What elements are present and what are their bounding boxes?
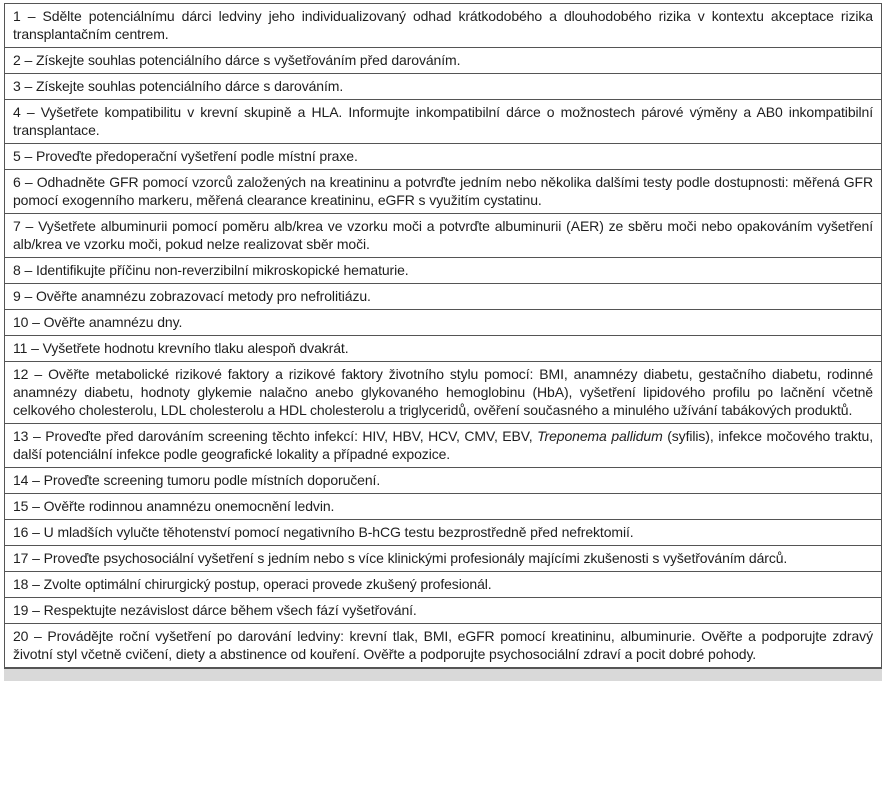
recommendation-number: 16	[13, 524, 29, 540]
recommendation-number: 9	[13, 288, 21, 304]
recommendation-text: Ověřte anamnézu dny.	[43, 314, 183, 330]
number-separator: –	[28, 576, 44, 592]
number-separator: –	[20, 288, 36, 304]
number-separator: –	[28, 550, 44, 566]
number-separator: –	[20, 218, 39, 234]
number-separator: –	[27, 340, 43, 356]
recommendation-text: Ověřte metabolické rizikové faktory a rizikové faktory životního stylu pomocí: BMI, anamnézy diabetu, gestačního diabetu, rodinné anamnézy diabetu, hodnoty glykemie nalačno anebo glykovaného hemoglobinu (HbA), vyšetření lipidového profilu po lačnění včetně celkového cholesterolu, LDL cholesterolu a HDL cholesterolu a triglyceridů, ověření současného a minulého užívání tabákových produktů.	[13, 366, 874, 418]
recommendation-number: 14	[13, 472, 29, 488]
recommendation-number: 4	[13, 104, 21, 120]
recommendation-text: Proveďte předoperační vyšetření podle místní praxe.	[35, 148, 358, 164]
recommendation-number: 19	[13, 602, 29, 618]
donor-recommendations-table	[4, 3, 882, 668]
recommendation-text: Vyšetřete hodnotu krevního tlaku alespoň dvakrát.	[42, 340, 349, 356]
recommendation-cell	[5, 214, 882, 258]
recommendation-cell	[5, 362, 882, 424]
table-row	[5, 362, 882, 424]
table-row	[5, 4, 882, 48]
recommendation-cell	[5, 546, 882, 572]
table-row	[5, 310, 882, 336]
number-separator: –	[20, 148, 36, 164]
number-separator: –	[20, 8, 43, 24]
recommendation-number: 3	[13, 78, 21, 94]
number-separator: –	[20, 174, 37, 190]
recommendation-text: Sdělte potenciálnímu dárci ledviny jeho individualizovaný odhad krátkodobého a dlouhodobého rizika v kontextu akceptace rizika transplantačním centrem.	[13, 8, 873, 42]
recommendation-text: Proveďte před darováním screening těchto infekcí: HIV, HBV, HCV, CMV, EBV,	[45, 428, 538, 444]
recommendation-cell	[5, 598, 882, 624]
number-separator: –	[28, 472, 44, 488]
number-separator: –	[28, 524, 44, 540]
recommendation-text-continued: (syfilis), infekce močového traktu, další potenciální infekce podle geografické lokality a případné expozice.	[13, 428, 874, 462]
recommendation-text: Získejte souhlas potenciálního dárce s darováním.	[35, 78, 344, 94]
recommendation-cell	[5, 336, 882, 362]
table-row	[5, 624, 882, 668]
recommendation-text: Odhadněte GFR pomocí vzorců založených na kreatininu a potvrďte jedním nebo několika dalšími testy podle dostupnosti: měřená GFR pomocí exogenního markeru, měřená clearance kreatininu, eGFR s využitím cystatinu.	[13, 174, 874, 208]
recommendation-cell	[5, 468, 882, 494]
recommendation-text: U mladších vylučte těhotenství pomocí negativního B-hCG testu bezprostředně před nefrektomií.	[43, 524, 634, 540]
recommendation-text: Vyšetřete albuminurii pomocí poměru alb/krea ve vzorku moči a potvrďte albuminurii (AER) ze sběru moči nebo opakováním vyšetření alb/krea ve vzorku moči, pokud nelze realizovat sběr moči.	[13, 218, 874, 252]
table-body	[5, 4, 882, 668]
recommendation-number: 12	[13, 366, 29, 382]
number-separator: –	[28, 428, 46, 444]
recommendation-cell	[5, 4, 882, 48]
table-row	[5, 468, 882, 494]
recommendation-cell	[5, 144, 882, 170]
recommendation-cell	[5, 258, 882, 284]
recommendation-number: 15	[13, 498, 29, 514]
recommendation-number: 17	[13, 550, 29, 566]
recommendation-number: 6	[13, 174, 21, 190]
recommendation-number: 10	[13, 314, 29, 330]
table-row	[5, 74, 882, 100]
recommendation-text: Ověřte rodinnou anamnézu onemocnění ledvin.	[43, 498, 335, 514]
table-row	[5, 100, 882, 144]
recommendation-number: 5	[13, 148, 21, 164]
table-row	[5, 258, 882, 284]
number-separator: –	[28, 602, 44, 618]
table-row	[5, 546, 882, 572]
recommendation-text: Získejte souhlas potenciálního dárce s vyšetřováním před darováním.	[35, 52, 461, 68]
table-row	[5, 424, 882, 468]
recommendation-number: 1	[13, 8, 21, 24]
next-row-band	[4, 668, 882, 681]
recommendation-cell	[5, 48, 882, 74]
table-row	[5, 336, 882, 362]
species-name: Treponema pallidum	[537, 428, 663, 444]
recommendation-number: 2	[13, 52, 21, 68]
table-row	[5, 214, 882, 258]
recommendation-cell	[5, 170, 882, 214]
recommendation-cell	[5, 572, 882, 598]
number-separator: –	[20, 52, 36, 68]
recommendation-number: 13	[13, 428, 29, 444]
number-separator: –	[28, 498, 44, 514]
number-separator: –	[20, 78, 36, 94]
recommendation-text: Respektujte nezávislost dárce během všech fází vyšetřování.	[43, 602, 417, 618]
recommendation-cell	[5, 310, 882, 336]
recommendation-text: Identifikujte příčinu non-reverzibilní mikroskopické hematurie.	[35, 262, 409, 278]
table-row	[5, 520, 882, 546]
recommendation-cell	[5, 424, 882, 468]
number-separator: –	[28, 366, 49, 382]
recommendation-cell	[5, 284, 882, 310]
recommendation-cell	[5, 74, 882, 100]
table-row	[5, 48, 882, 74]
number-separator: –	[20, 262, 36, 278]
recommendation-text: Vyšetřete kompatibilitu v krevní skupině a HLA. Informujte inkompatibilní dárce o možnostech párové výměny a AB0 inkompatibilní transplantace.	[13, 104, 874, 138]
recommendation-number: 18	[13, 576, 29, 592]
number-separator: –	[20, 104, 41, 120]
recommendation-text: Proveďte screening tumoru podle místních doporučení.	[43, 472, 381, 488]
recommendation-text: Proveďte psychosociální vyšetření s jedním nebo s více klinickými profesionály majícími zkušenosti s vyšetřováním dárců.	[43, 550, 788, 566]
recommendation-text: Provádějte roční vyšetření po darování ledviny: krevní tlak, BMI, eGFR pomocí kreatininu, albuminurie. Ověřte a podporujte zdravý životní styl včetně cvičení, diety a abstinence od kouření. Ověřte a podporujte psychosociální zdraví a pocit dobré pohody.	[13, 628, 873, 662]
recommendation-number: 20	[13, 628, 29, 644]
table-row	[5, 494, 882, 520]
recommendation-number: 11	[13, 340, 28, 356]
recommendation-number: 8	[13, 262, 21, 278]
number-separator: –	[28, 314, 44, 330]
recommendation-cell	[5, 520, 882, 546]
table-row	[5, 598, 882, 624]
recommendation-number: 7	[13, 218, 21, 234]
recommendation-text: Ověřte anamnézu zobrazovací metody pro nefrolitiázu.	[35, 288, 371, 304]
table-row	[5, 572, 882, 598]
recommendation-cell	[5, 494, 882, 520]
recommendation-cell	[5, 624, 882, 668]
table-row	[5, 170, 882, 214]
recommendation-cell	[5, 100, 882, 144]
table-row	[5, 284, 882, 310]
recommendation-text: Zvolte optimální chirurgický postup, operaci provede zkušený profesionál.	[43, 576, 492, 592]
table-row	[5, 144, 882, 170]
number-separator: –	[28, 628, 48, 644]
